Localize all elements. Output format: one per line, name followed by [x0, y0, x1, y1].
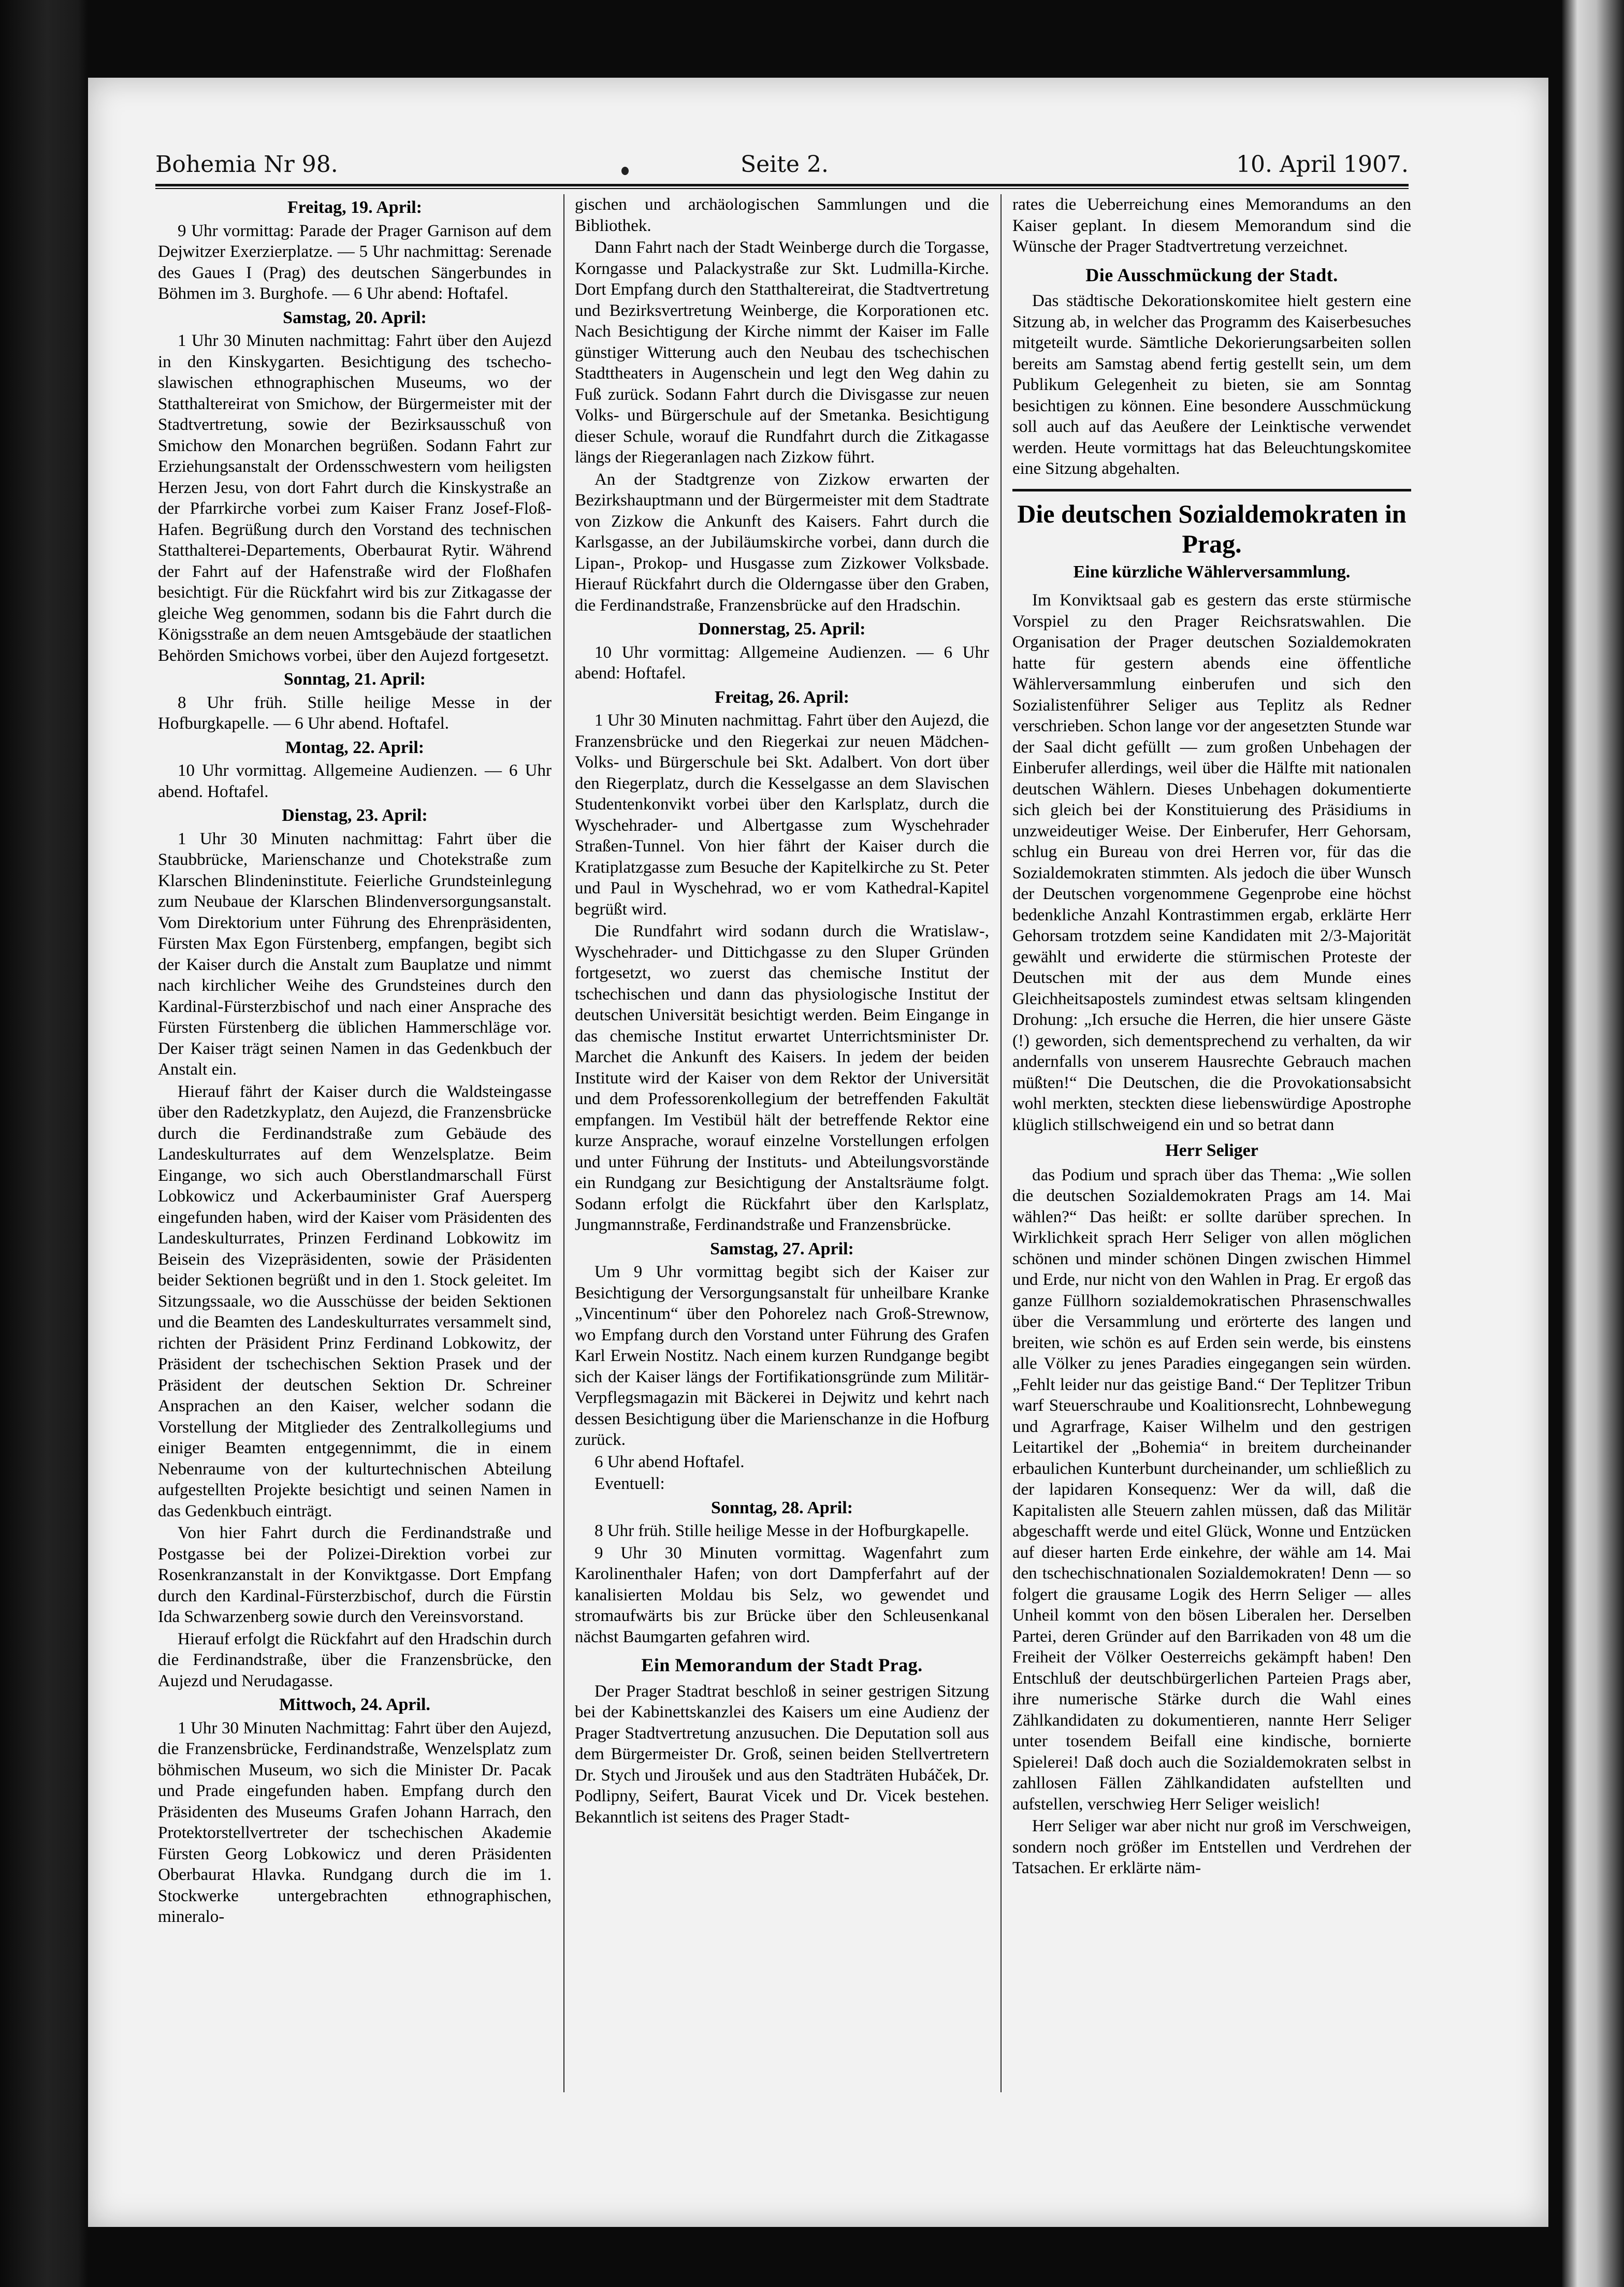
paragraph: 9 Uhr 30 Minuten vormittag. Wagenfahrt zum Karolinenthaler Hafen; von dort Dampferfahrt auf der kanalisierten Moldau bis Selz, wo gewendet und stromaufwärts bis zur Brücke über den Schleusenkanal nächst Baumgarten gefahren wird. — [575, 1543, 989, 1646]
paragraph: Hierauf erfolgt die Rückfahrt auf den Hradschin durch die Ferdinandstraße, über die Franzensbrücke, den Aujezd und Nerudagasse. — [158, 1629, 552, 1690]
paragraph: 10 Uhr vormittag: Allgemeine Audienzen. — 6 Uhr abend: Hoftafel. — [575, 643, 989, 683]
paragraph: Im Konviktsaal gab es gestern das erste stürmische Vorspiel zu den Prager Reichsratswahlen. Die Organisation der Prager deutschen Sozialdemokraten hatte für gestern abends eine öffentliche Wählerversammlung einberufen und sich den Sozialistenführer Seliger aus Teplitz als Redner verschrieben. Schon lange vor der angesetzten Stunde war der Saal dicht gefüllt — zum großen Unbehagen der Einberufer allerdings, weil über die Hälfte mit nationalen deutschen Wählern. Dieses Unbehagen dokumentierte sich gleich bei der Konstituierung des Präsidiums in unzweideutiger Weise. Der Einberufer, Herr Gehorsam, schlug ein Bureau von drei Herren vor, für das die Sozialdemokraten stimmten. Als jedoch die über Wunsch der Deutschen vorgenommene Gegenprobe eine höchst bedenkliche Anzahl Kontrastimmen ergab, erklärte Herr Gehorsam trotzdem seine Kandidaten mit 2/3-Majorität gewählt und erwiderte die stürmischen Proteste der Deutschen mit der aus dem Munde eines Gleichheitsapostels zumindest etwas seltsam klingenden Drohung: „Ich ersuche die Herren, die hier unsere Gäste (!) geworden, sich dementsprechend zu verhalten, da wir andernfalls von unserem Hausrechte Gebrauch machen müßten!“ Die Deutschen, die die Provokationsabsicht wohl merkten, steckten diese liebenswürdige Apostrophe klüglich stillschweigend ein und so betrat dann — [1012, 591, 1411, 1134]
paragraph: Von hier Fahrt durch die Ferdinandstraße und Postgasse bei der Polizei-Direktion vorbei zur Rosenkranzanstalt in der Konviktgasse. Dort Empfang durch den Kardinal-Fürsterzbischof, durch die Fürstin Ida Schwarzenberg sowie durch den Vereinsvorstand. — [158, 1524, 552, 1626]
schedule-day-heading: Mittwoch, 24. April. — [279, 1695, 430, 1714]
paragraph: Hierauf fährt der Kaiser durch die Waldsteingasse über den Radetzkyplatz, den Aujezd, die Franzensbrücke durch die Ferdinandstraße zum Gebäude des Landeskulturrates auf dem Wenzelsplatze. Beim Eingange, wo sich auch Oberstlandmarschall Fürst Lobkowicz und Ackerbauminister Graf Auersperg eingefunden haben, wird der Kaiser vom Präsidenten des Landeskulturrates, Prinzen Ferdinand Lobkowitz im Beisein des Vizepräsidenten, sowie der Präsidenten beider Sektionen begrüßt und in den 1. Stock geleitet. Im Sitzungssaale, wo die Ausschüsse der beiden Sektionen und die Beamten des Landeskulturrates versammelt sind, richten der Präsident Prinz Ferdinand Lobkowitz, der Präsident der tschechischen Sektion Prasek und der Präsident der deutschen Sektion Dr. Schreiner Ansprachen an den Kaiser, welcher sodann die Vorstellung der Mitglieder des Zentralkollegiums und einiger Beamten entgegennimmt, die in einem Nebenraume von der kulturtechnischen Abteilung aufgestellten Projekte besichtigt und seinen Namen in das Gedenkbuch einträgt. — [158, 1082, 552, 1521]
paragraph: rates die Ueberreichung eines Memorandums an den Kaiser geplant. In diesem Memorandum sind die Wünsche der Prager Stadtvertretung verzeichnet. — [1012, 195, 1411, 256]
schedule-day-heading: Freitag, 26. April: — [715, 687, 849, 707]
paragraph: 1 Uhr 30 Minuten nachmittag: Fahrt über die Staubbrücke, Marienschanze und Chotekstraße zum Klarschen Blindeninstitute. Feierliche Grundsteinlegung zum Neubaue der Klarschen Blindenversorgungsanstalt. Vom Direktorium unter Führung des Ehrenpräsidenten, Fürsten Max Egon Fürstenberg, empfangen, begibt sich der Kaiser durch die Anstalt zum Bauplatze und nimmt nach kirchlicher Weihe des Grundsteines durch den Kardinal-Fürsterzbischof und nach einer Ansprache des Fürsten Fürstenberg die üblichen Hammerschläge vor. Der Kaiser trägt seinen Namen in das Gedenkbuch der Anstalt ein. — [158, 829, 552, 1079]
section-rule — [1012, 489, 1411, 491]
column-divider-2 — [1001, 194, 1002, 2092]
article-heading: Die Ausschmückung der Stadt. — [1085, 264, 1338, 285]
header-rule — [155, 184, 1409, 189]
page-number: Seite 2. — [741, 151, 829, 178]
paragraph: 9 Uhr vormittag: Parade der Prager Garnison auf dem Dejwitzer Exerzierplatze. — 5 Uhr nachmittag: Serenade des Gaues I (Prag) des deutschen Sängerbundes in Böhmen im 3. Burghofe. — 6 Uhr abend: Hoftafel. — [158, 221, 552, 303]
paragraph: Eventuell: — [594, 1474, 665, 1493]
paragraph: 1 Uhr 30 Minuten nachmittag. Fahrt über den Aujezd, die Franzensbrücke und den Riegerkai zur neuen Mädchen-Volks- und Bürgerschule bei Skt. Adalbert. Von dort über den Riegerplatz, durch die Kesselgasse an dem Slavischen Studentenkonvikt vorbei über den Karlsplatz, durch die Wyschehrader- und Albertgasse zum Wyschehrader Straßen-Tunnel. Von hier fährt der Kaiser durch die Kratiplatzgasse zum Besuche der Kapitelkirche zu St. Peter und Paul in Wyschehrad, wo er vom Kathedral-Kapitel begrüßt wird. — [575, 711, 989, 919]
paragraph: Um 9 Uhr vormittag begibt sich der Kaiser zur Besichtigung der Versorgungsanstalt für unheilbare Kranke „Vincentinum“ über den Pohorelez nach Groß-Strewnow, wo Empfang durch den Vorstand unter Führung des Grafen Karl Erwein Nostitz. Nach einem kurzen Rundgange begibt sich der Kaiser längs der Fortifikationsgründe zum Militär-Verpflegsmagazin mit Bäckerei in Dejwitz und kehrt nach dessen Besichtigung über die Marienschanze in die Hofburg zurück. — [575, 1263, 989, 1449]
column-2 — [575, 194, 989, 2092]
paragraph: das Podium und sprach über das Thema: „Wie sollen die deutschen Sozialdemokraten Prags am 14. Mai wählen?“ Das heißt: er sollte darüber sprechen. In Wirklichkeit sprach Herr Seliger von allen möglichen schönen und minder schönen Dingen zwischen Himmel und Erde, nur nicht von den Wahlen in Prag. Er ergoß das ganze Füllhorn sozialdemokratischen Phrasenschwalles über die Versammlung und erörterte des langen und breiten, wie schön es auf Erden sein werde, bis einstens alle Völker zu jenes Paradies eingegangen sein würden. „Fehlt leider nur das geistige Band.“ Der Teplitzer Tribun warf Steuerschraube und Koalitionsrecht, Lohnbewegung und Agrarfrage, Kaiser Wilhelm und den gestrigen Leitartikel der „Bohemia“ in breitem durcheinander erbaulichen Kunterbunt durcheinander, um schließlich zu der lapidaren Konsequenz: Wer da will, daß die Kapitalisten alle Steuern zahlen müssen, daß das Militär abgeschafft werde und eitel Glück, Wonne und Entzücken auf dieser harten Erde einkehre, der wähle am 14. Mai den tschechischnationalen Sozialdemokraten! Denn — so folgert die grausame Logik des Herrn Seliger — alles Unheil kommt von den bösen Liberalen her. Derselben Partei, deren Gründer auf den Barrikaden von 48 um die Freiheit der Völker Oesterreichs gekämpft haben! Den Entschluß der deutschbürgerlichen Parteien Prags aber, ihre numerische Stärke durch die Wahl eines Zählkandidaten zu dokumentieren, nannte Herr Seliger unter tosendem Beifall eine kindische, bornierte Spielerei! Daß doch auch die Sozialdemokraten selbst in zahllosen Fällen Zählkandidaten aufstellten und aufstellen, verschwieg Herr Seliger weislich! — [1012, 1165, 1411, 1814]
paragraph: Die Rundfahrt wird sodann durch die Wratislaw-, Wyschehrader- und Dittichgasse zu den Sluper Gründen fortgesetzt, wo zuerst das chemische Institut der tschechischen und dann das physiologische Institut der deutschen Universität besichtigt werden. Beim Eingange in das chemische Institut erwartet Unterrichtsminister Dr. Marchet die Ankunft des Kaisers. In jedem der beiden Institute wird der Kaiser von dem Rektor der Universität und dem Professorenkollegium der betreffenden Fakultät empfangen. Im Vestibül hält der betreffende Rektor eine kurze Ansprache, worauf einzelne Vorstellungen erfolgen und unter Führung der Instituts- und Abteilungsvorstände ein Rundgang zur Besichtigung der Anstaltsräume folgt. Sodann erfolgt die Rückfahrt über den Karlsplatz, Jungmannstraße, Ferdinandstraße und Franzensbrücke. — [575, 922, 989, 1234]
page-header — [155, 140, 1409, 181]
article-subtitle: Eine kürzliche Wählerversammlung. — [1073, 562, 1351, 582]
paragraph: Herr Seliger war aber nicht nur groß im Verschweigen, sondern noch größer im Entstellen und Verdrehen der Tatsachen. Er erklärte näm- — [1012, 1817, 1411, 1877]
paragraph: 1 Uhr 30 Minuten Nachmittag: Fahrt über den Aujezd, die Franzensbrücke, Ferdinandstraße, Wenzelsplatz zum böhmischen Museum, wo sich die Minister Dr. Pacak und Prade eingefunden haben. Empfang durch den Präsidenten des Museums Grafen Johann Harrach, den Protektorstellvertreter der tschechischen Akademie Fürsten Georg Lobkowicz und deren Präsidenten Oberbaurat Hlavka. Rundgang durch die im 1. Stockwerke untergebrachten ethnographischen, mineralo- — [158, 1718, 552, 1926]
book-spine-edge — [1562, 0, 1624, 2287]
paragraph: 8 Uhr früh. Stille heilige Messe in der Hofburgkapelle. — 6 Uhr abend. Hoftafel. — [158, 693, 552, 733]
paragraph: An der Stadtgrenze von Zizkow erwarten der Bezirkshauptmann und der Bürgermeister mit dem Stadtrate von Zizkow die Ankunft des Kaisers. Fahrt durch die Karlsgasse, an der Jubiläumskirche vorbei, dann durch die Lipan-, Prokop- und Husgasse zum Zizkower Volksbade. Hierauf Rückfahrt durch die Olderngasse über den Graben, die Ferdinandstraße, Franzensbrücke auf den Hradschin. — [575, 470, 989, 615]
paragraph: 1 Uhr 30 Minuten nachmittag: Fahrt über den Aujezd in den Kinskygarten. Besichtigung des tschecho-slawischen ethnographischen Museums, wo der Statthaltereirat von Smichow, der Bürgermeister mit der Stadtvertretung, sowie der Bezirksausschuß von Smichow den Monarchen begrüßen. Sodann Fahrt zur Erziehungsanstalt der Ordensschwestern vom heiligsten Herzen Jesu, von dort Fahrt durch die Kinskystraße an der Pfarrkirche vorbei zum Kaiser Franz Josef-Floß-Hafen. Begrüßung durch den Vorstand des technischen Statthalterei-Departements, Oberbaurat Rytir. Während der Fahrt auf der Hafenstraße wird der Floßhafen besichtigt. Für die Rückfahrt wird bis zur Zitkagasse der gleiche Weg genommen, sodann bis die Fahrt durch die Königsstraße an dem neuen Amtsgebäude der staatlichen Behörden Smichows vorbei, über den Aujezd fortgesetzt. — [158, 331, 552, 665]
article-heading: Ein Memorandum der Stadt Prag. — [641, 1655, 923, 1675]
schedule-day-heading: Samstag, 27. April: — [710, 1239, 854, 1258]
article-title: Die deutschen Sozialdemokraten in Prag. — [1017, 499, 1407, 558]
column-3 — [1012, 194, 1411, 2092]
schedule-day-heading: Samstag, 20. April: — [283, 308, 427, 327]
schedule-day-heading: Sonntag, 28. April: — [711, 1498, 853, 1517]
speaker-heading: Herr Seliger — [1165, 1141, 1258, 1160]
schedule-day-heading: Sonntag, 21. April: — [284, 670, 426, 689]
column-1 — [158, 194, 552, 2092]
schedule-day-heading: Freitag, 19. April: — [287, 198, 422, 217]
schedule-day-heading: Montag, 22. April: — [285, 737, 425, 757]
paragraph: gischen und archäologischen Sammlungen und die Bibliothek. — [575, 195, 989, 235]
paragraph: Das städtische Dekorationskomitee hielt gestern eine Sitzung ab, in welcher das Programm des Kaiserbesuches mitgeteilt wurde. Sämtliche Dekorierungsarbeiten sollen bereits am Samstag abend fertig gestellt sein, um dem Publikum Gelegenheit zu bieten, sie am Sonntag besichtigen zu können. Eine besondere Ausschmückung soll auch auf das Aeußere der Leinktische verwendet werden. Heute vormittags hat das Beleuchtungskomitee eine Sitzung abgehalten. — [1012, 292, 1411, 478]
schedule-day-heading: Dienstag, 23. April: — [282, 806, 428, 825]
masthead-issue: Bohemia Nr 98. — [155, 151, 338, 178]
paragraph: Dann Fahrt nach der Stadt Weinberge durch die Torgasse, Korngasse und Palackystraße zur Skt. Ludmilla-Kirche. Dort Empfang durch den Statthaltereirat, die Stadtvertretung und Bezirksvertretung Weinberge, die Korporationen etc. Nach Besichtigung der Kirche nimmt der Kaiser im Falle günstiger Witterung auch den Neubau des tschechischen Stadttheaters in Augenschein und legt den Weg dahin zu Fuß zurück. Sodann Fahrt durch die Divisgasse zur neuen Volks- und Bürgerschule auf der Smetanka. Besichtigung dieser Schule, worauf die Rundfahrt durch die Zitkagasse längs der Riegeranlagen nach Zizkow führt. — [575, 238, 989, 467]
paragraph: 8 Uhr früh. Stille heilige Messe in der Hofburgkapelle. — [594, 1522, 969, 1540]
column-divider-1 — [563, 194, 564, 2092]
paragraph: 6 Uhr abend Hoftafel. — [594, 1452, 745, 1471]
paragraph: 10 Uhr vormittag. Allgemeine Audienzen. — 6 Uhr abend. Hoftafel. — [158, 761, 552, 801]
paragraph: Der Prager Stadtrat beschloß in seiner gestrigen Sitzung bei der Kabinettskanzlei des Kaisers um eine Audienz der Prager Stadtvertretung anzusuchen. Die Deputation soll aus dem Bürgermeister Dr. Groß, seinen beiden Stellvertretern Dr. Stych und Jiroušek und aus den Stadträten Hubáček, Dr. Podlipny, Seifert, Baurat Vicek und Dr. Vicek bestehen. Bekanntlich ist seitens des Prager Stadt- — [575, 1682, 989, 1827]
issue-date: 10. April 1907. — [1236, 151, 1409, 178]
schedule-day-heading: Donnerstag, 25. April: — [698, 619, 866, 639]
